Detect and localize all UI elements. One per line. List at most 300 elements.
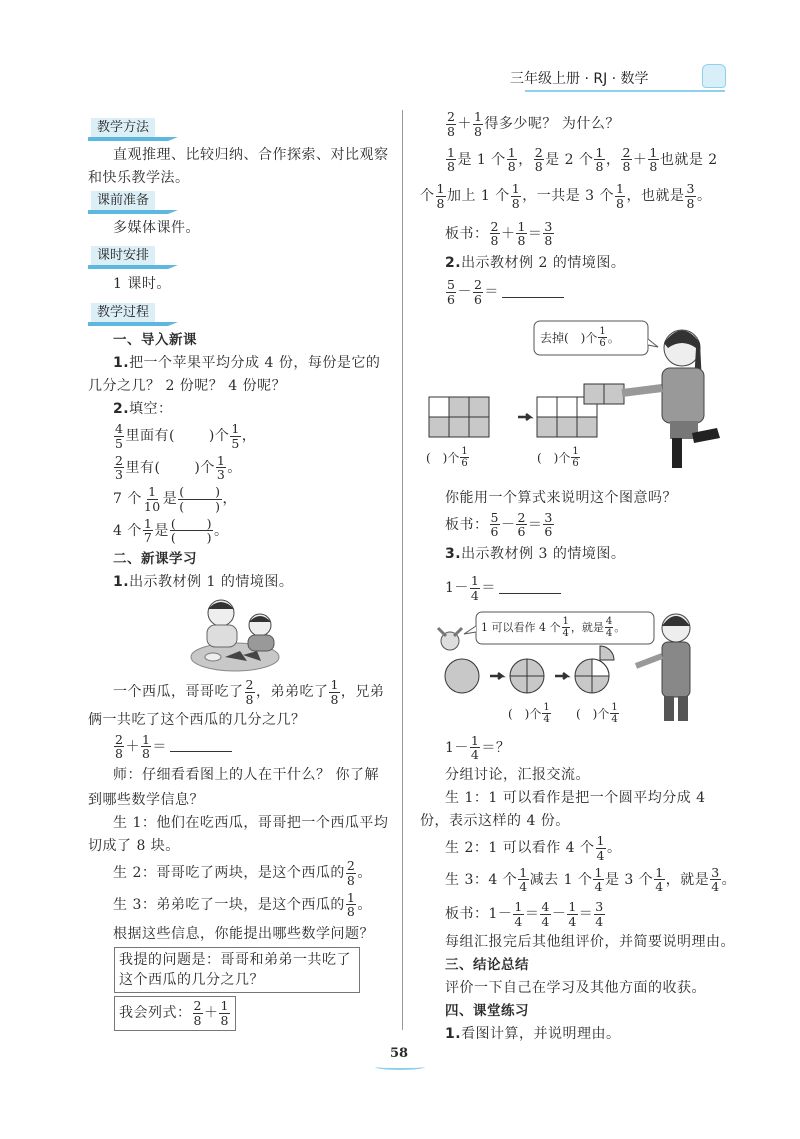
bubble-text <box>481 614 625 642</box>
brother-body <box>207 625 237 647</box>
label-before <box>426 445 470 471</box>
fraction <box>216 454 226 483</box>
denominator: 4 <box>711 879 720 895</box>
text-line <box>420 544 625 564</box>
text-run: ， <box>222 491 237 508</box>
numerator: 1 <box>611 702 618 713</box>
column-divider <box>402 110 403 1030</box>
denominator: 8 <box>595 159 604 175</box>
fraction <box>540 900 550 929</box>
text-run: 生 2：1 可以看作 4 个 <box>445 840 595 857</box>
numerator: 1 <box>330 677 339 692</box>
numerator: 4 <box>115 421 124 436</box>
denominator: 4 <box>605 628 613 639</box>
heading-underline <box>88 210 168 214</box>
text-run: ＝ <box>524 906 540 923</box>
text-run: ，也就是 <box>626 188 685 205</box>
text-run: 我提的问题是：哥哥和弟弟一共吃了 <box>119 952 351 968</box>
numerator: 3 <box>686 181 695 196</box>
fraction <box>654 866 664 895</box>
answer-blank <box>502 287 564 298</box>
numerator: 1 <box>543 702 550 713</box>
denominator: 10 <box>143 498 161 514</box>
text-line <box>420 978 706 998</box>
numerator: 2 <box>115 731 124 747</box>
denominator: 6 <box>517 524 526 540</box>
grid-before <box>429 397 489 437</box>
text-run: 多媒体课件。 <box>113 220 200 236</box>
watermelon-illustration <box>185 595 285 675</box>
heading-label: 教学方法 <box>91 118 155 137</box>
denominator: 4 <box>514 913 523 929</box>
numerator: 1 <box>346 889 356 905</box>
left-column <box>88 0 393 1031</box>
fraction <box>460 446 468 469</box>
denominator: 8 <box>346 904 356 920</box>
numerator: 1 <box>216 452 226 468</box>
text-run: 得多少呢？ 为什么？ <box>484 116 620 133</box>
denominator: 8 <box>507 159 517 175</box>
denominator: 4 <box>470 747 480 763</box>
denominator: 8 <box>517 233 526 249</box>
fraction <box>543 511 553 540</box>
text-run: 1－ <box>445 580 469 597</box>
text-run: 每组汇报完后其他组评价，并简要说明理由。 <box>445 933 735 950</box>
text-line <box>420 574 561 603</box>
section-title <box>88 330 197 350</box>
numerator: 5 <box>447 277 456 292</box>
book-header-title: 三年级上册 · RJ · 数学 <box>510 71 649 87</box>
denominator: 8 <box>649 159 658 175</box>
text-line <box>88 678 384 707</box>
text-run: 一、导入新课 <box>113 332 197 348</box>
fraction <box>446 146 456 175</box>
numerator: 1 <box>655 864 664 880</box>
denominator: 8 <box>245 691 254 707</box>
numerator: 1 <box>596 833 605 848</box>
label-after <box>537 445 581 471</box>
fraction <box>473 278 483 307</box>
text-run: 也就是 2 <box>659 151 718 168</box>
numerator: 3 <box>544 509 553 525</box>
fraction <box>594 900 604 929</box>
text-line <box>88 399 173 419</box>
text-line <box>88 485 237 514</box>
denominator: 6 <box>490 524 499 540</box>
denominator: 8 <box>141 746 151 762</box>
text-run: 我会列式： <box>119 1005 192 1022</box>
text-run: 。 <box>607 330 620 345</box>
fraction <box>143 485 162 514</box>
text-line <box>88 145 389 165</box>
text-line <box>420 765 590 785</box>
text-line <box>420 278 564 307</box>
right-column <box>420 0 737 1044</box>
text-run: 俩一共吃了这个西瓜的几分之几？ <box>88 711 306 728</box>
text-run: 7 个 <box>113 491 142 508</box>
arrow-icon <box>555 673 567 679</box>
denominator: 8 <box>544 233 553 249</box>
denominator: 8 <box>473 123 483 139</box>
fraction <box>598 326 606 349</box>
text-run: 份，表示这样的 4 份。 <box>420 813 570 829</box>
numerator: 2 <box>517 509 526 525</box>
text-line <box>420 220 555 249</box>
text-run: 个 <box>420 188 435 205</box>
text-run: 生 1：他们在吃西瓜，哥哥把一个西瓜平均 <box>113 815 389 831</box>
denominator: ( ) <box>179 498 221 514</box>
text-run: ( )个 <box>508 706 542 721</box>
denominator: 4 <box>611 714 618 725</box>
formula-line <box>119 999 231 1028</box>
fraction <box>615 182 625 211</box>
numerator: 1 <box>572 446 579 457</box>
text-run: ＝ <box>527 225 543 242</box>
text-run: ＝ <box>481 580 496 597</box>
text-line <box>420 788 706 808</box>
heading-label: 教学过程 <box>91 303 155 322</box>
fraction <box>470 574 480 603</box>
text-run: 。 <box>606 840 622 857</box>
numerator: 1 <box>568 899 577 914</box>
text-run: 二、新课学习 <box>113 551 197 567</box>
item-number: 1. <box>445 1025 462 1042</box>
text-line <box>88 891 372 920</box>
text-run: 生 2：哥哥吃了两块，是这个西瓜的 <box>113 865 345 882</box>
fraction <box>507 146 517 175</box>
text-run: － <box>551 906 567 923</box>
text-run: 评价一下自己在学习及其他方面的收获。 <box>445 979 706 996</box>
numerator: 2 <box>193 998 202 1013</box>
text-run: ( )个 <box>576 706 610 721</box>
numerator: 1 <box>517 218 526 234</box>
formula-box <box>114 996 236 1031</box>
text-run: 是 3 个 <box>604 871 654 888</box>
text-line <box>420 834 621 863</box>
text-line <box>420 182 711 211</box>
text-run: － <box>457 284 472 301</box>
heading-underline <box>88 137 168 141</box>
denominator: 6 <box>572 458 579 469</box>
item-number: 3. <box>445 546 462 562</box>
section-title <box>420 955 529 975</box>
numerator: 1 <box>649 144 658 160</box>
whole-circle <box>445 659 479 693</box>
arrow-icon <box>518 414 530 420</box>
page-number: 58 <box>390 1046 409 1061</box>
text-line <box>420 253 625 273</box>
text-run: 生 1：1 可以看作是把一个圆平均分成 4 <box>445 790 706 806</box>
heading-underline <box>88 322 168 326</box>
text-line <box>88 353 380 373</box>
text-line <box>88 836 180 856</box>
text-run: ( )个 <box>537 450 571 465</box>
numerator: 1 <box>562 616 569 627</box>
text-run: 是 2 个 <box>545 151 594 168</box>
numerator: 3 <box>711 864 720 880</box>
text-line <box>88 218 200 238</box>
numerator: 2 <box>622 144 631 160</box>
text-run: ＋ <box>500 225 516 242</box>
fraction <box>534 146 544 175</box>
heading-label: 课前准备 <box>91 191 155 210</box>
fraction <box>490 511 500 540</box>
numerator: 1 <box>141 731 151 747</box>
fraction <box>114 454 124 483</box>
text-line <box>420 811 570 831</box>
numerator: 2 <box>447 109 456 124</box>
text-line <box>420 734 510 763</box>
numerator: 1 <box>231 421 240 436</box>
section-title <box>88 549 197 569</box>
denominator: 6 <box>544 524 553 540</box>
text-run: 。 <box>614 621 626 634</box>
text-run: 是 <box>154 522 169 539</box>
text-run: 板书：1－ <box>445 906 513 923</box>
numerator: 1 <box>473 109 483 124</box>
text-line <box>420 146 718 175</box>
fraction <box>329 678 339 707</box>
text-run: ＝ <box>527 516 543 533</box>
heading-label: 课时安排 <box>91 246 155 265</box>
numerator: 2 <box>346 858 356 873</box>
fraction <box>470 734 480 763</box>
fraction <box>648 146 658 175</box>
numerator: 5 <box>490 509 499 525</box>
text-run: 减去 1 个 <box>529 871 593 888</box>
text-run: 出示教材例 2 的情境图。 <box>461 255 626 271</box>
text-run: ， <box>605 151 621 168</box>
fraction <box>610 702 618 725</box>
numerator: 3 <box>544 218 553 234</box>
text-line <box>88 859 372 888</box>
denominator: 8 <box>193 1012 202 1028</box>
denominator: 5 <box>231 435 240 451</box>
section-heading <box>88 246 188 270</box>
text-run: 把一个苹果平均分成 4 份，每份是它的 <box>129 355 381 371</box>
denominator: 8 <box>346 872 356 888</box>
text-run: 生 3：4 个 <box>445 871 518 888</box>
text-line <box>420 900 606 929</box>
fraction <box>114 422 124 451</box>
text-line <box>88 813 388 833</box>
text-run: ， <box>518 151 533 168</box>
text-run: 生 3：弟弟吃了一块，是这个西瓜的 <box>113 896 345 913</box>
text-line <box>88 572 293 592</box>
item-number: 1. <box>113 574 130 590</box>
text-run: 。 <box>227 459 242 476</box>
text-line <box>420 932 735 952</box>
denominator: 8 <box>616 195 625 211</box>
text-run: 4 个 <box>113 522 142 539</box>
numerator: 1 <box>220 998 229 1013</box>
numerator: 4 <box>541 899 550 914</box>
item-number: 1. <box>113 355 130 371</box>
fraction <box>446 110 456 139</box>
three-quarter-circle <box>575 646 614 693</box>
numerator: 1 <box>519 864 528 880</box>
text-run: 里面有( )个 <box>125 428 230 445</box>
label-quartered <box>508 701 552 727</box>
text-line <box>88 765 379 785</box>
fraction <box>473 110 483 139</box>
item-number: 2. <box>445 255 462 271</box>
fraction <box>446 278 456 307</box>
fraction <box>346 891 356 920</box>
question-line <box>119 970 355 990</box>
denominator: 4 <box>596 847 605 863</box>
denominator: 8 <box>447 123 456 139</box>
fraction <box>562 616 570 639</box>
denominator: 3 <box>216 467 226 483</box>
numerator: 2 <box>534 144 544 160</box>
denominator: 8 <box>534 159 544 175</box>
text-line <box>420 488 677 508</box>
answer-blank <box>499 583 561 594</box>
text-run: 板书： <box>445 516 489 533</box>
label-three-quarter <box>576 701 620 727</box>
text-run: ( )个 <box>426 450 460 465</box>
item-number: 2. <box>113 401 130 417</box>
bubble-text <box>540 324 620 352</box>
text-run: 。 <box>696 188 712 205</box>
angel-figure <box>438 628 462 650</box>
fraction <box>114 733 124 762</box>
question-box <box>114 947 360 993</box>
text-run: 看图计算，并说明理由。 <box>461 1025 621 1042</box>
text-run: 加上 1 个 <box>446 188 510 205</box>
answer-blank <box>170 741 232 752</box>
denominator: 4 <box>594 879 603 895</box>
denominator: 6 <box>599 338 606 349</box>
numerator: 1 <box>507 144 517 160</box>
text-run: 填空： <box>129 401 173 417</box>
numerator: 1 <box>511 181 521 196</box>
fraction <box>219 999 229 1028</box>
numerator: 1 <box>148 484 157 499</box>
fraction <box>543 220 553 249</box>
numerator: 1 <box>447 144 456 160</box>
text-run: 一个西瓜，哥哥吃了 <box>113 684 244 701</box>
numerator: 1 <box>461 446 468 457</box>
text-run: ，兄弟 <box>340 684 385 701</box>
denominator: 7 <box>143 530 153 546</box>
text-run: ，一共是 3 个 <box>522 188 615 205</box>
text-line <box>88 454 242 483</box>
text-run: 板书： <box>445 225 489 242</box>
denominator: 8 <box>511 195 521 211</box>
text-run: ＝？ <box>481 739 511 756</box>
text-run: ＋ <box>203 1005 219 1022</box>
denominator: 4 <box>519 879 528 895</box>
fraction <box>516 511 526 540</box>
denominator: 6 <box>473 291 483 307</box>
text-run: 三、结论总结 <box>445 956 529 973</box>
text-run: 。 <box>721 871 737 888</box>
text-line <box>420 866 736 895</box>
text-run: 几分之几？ 2 份呢？ 4 份呢？ <box>88 378 287 394</box>
text-run: 切成了 8 块。 <box>88 838 180 854</box>
text-run: 根据这些信息，你能提出哪些数学问题？ <box>113 926 374 942</box>
question-line <box>119 950 355 970</box>
fraction <box>593 866 603 895</box>
denominator: 4 <box>595 913 604 929</box>
numerator: 1 <box>595 144 604 160</box>
text-run: ＋ <box>632 151 648 168</box>
denominator: 8 <box>220 1012 229 1028</box>
text-run: 。 <box>357 896 372 913</box>
fraction <box>685 182 695 211</box>
quartered-circle <box>510 659 544 693</box>
numerator: 2 <box>245 677 254 692</box>
numerator: ( ) <box>170 515 213 531</box>
text-line <box>88 376 286 396</box>
text-run: 直观推理、比较归纳、合作探索、对比观察 <box>113 147 389 163</box>
denominator: 5 <box>115 435 124 451</box>
section-title <box>420 1001 529 1021</box>
denominator: 8 <box>622 159 631 175</box>
text-run: ＝ <box>484 284 499 301</box>
fraction <box>245 678 255 707</box>
arrow-icon <box>490 673 502 679</box>
numerator: 1 <box>436 181 445 196</box>
fraction <box>596 834 606 863</box>
numerator: 1 <box>594 864 603 880</box>
text-run: ，就是 <box>570 621 604 634</box>
text-run: ＋ <box>457 116 472 133</box>
fraction <box>178 485 221 514</box>
denominator: 8 <box>436 195 445 211</box>
text-run: 去掉( )个 <box>540 330 598 345</box>
example3-illustration <box>420 606 730 731</box>
fraction <box>571 446 579 469</box>
denominator: ( ) <box>170 530 213 546</box>
example2-illustration <box>420 313 730 483</box>
text-run: 1 课时。 <box>113 276 171 292</box>
denominator: 8 <box>330 691 339 707</box>
numerator: 1 <box>514 899 523 914</box>
denominator: 4 <box>568 913 577 929</box>
numerator: 2 <box>115 452 124 468</box>
page-number-decoration <box>375 1064 425 1070</box>
text-line <box>88 517 229 546</box>
fraction <box>605 616 613 639</box>
text-run: ＝ <box>578 906 594 923</box>
text-run: 出示教材例 3 的情境图。 <box>461 546 626 562</box>
numerator: 1 <box>470 573 480 588</box>
text-line <box>420 1024 621 1044</box>
text-line <box>420 110 620 139</box>
denominator: 4 <box>543 714 550 725</box>
numerator: 1 <box>616 181 625 196</box>
text-line <box>88 733 232 762</box>
denominator: 3 <box>115 467 124 483</box>
text-run: ， <box>241 428 257 445</box>
denominator: 8 <box>115 746 124 762</box>
text-line <box>88 422 256 451</box>
text-run: 是 1 个 <box>457 151 506 168</box>
fraction <box>436 182 446 211</box>
section-heading <box>88 118 188 142</box>
denominator: 6 <box>447 291 456 307</box>
fraction <box>170 517 213 546</box>
fraction <box>516 220 526 249</box>
numerator: 1 <box>599 326 606 337</box>
fraction <box>143 517 153 546</box>
denominator: 4 <box>470 587 480 603</box>
fraction <box>594 146 604 175</box>
fraction <box>542 702 550 725</box>
